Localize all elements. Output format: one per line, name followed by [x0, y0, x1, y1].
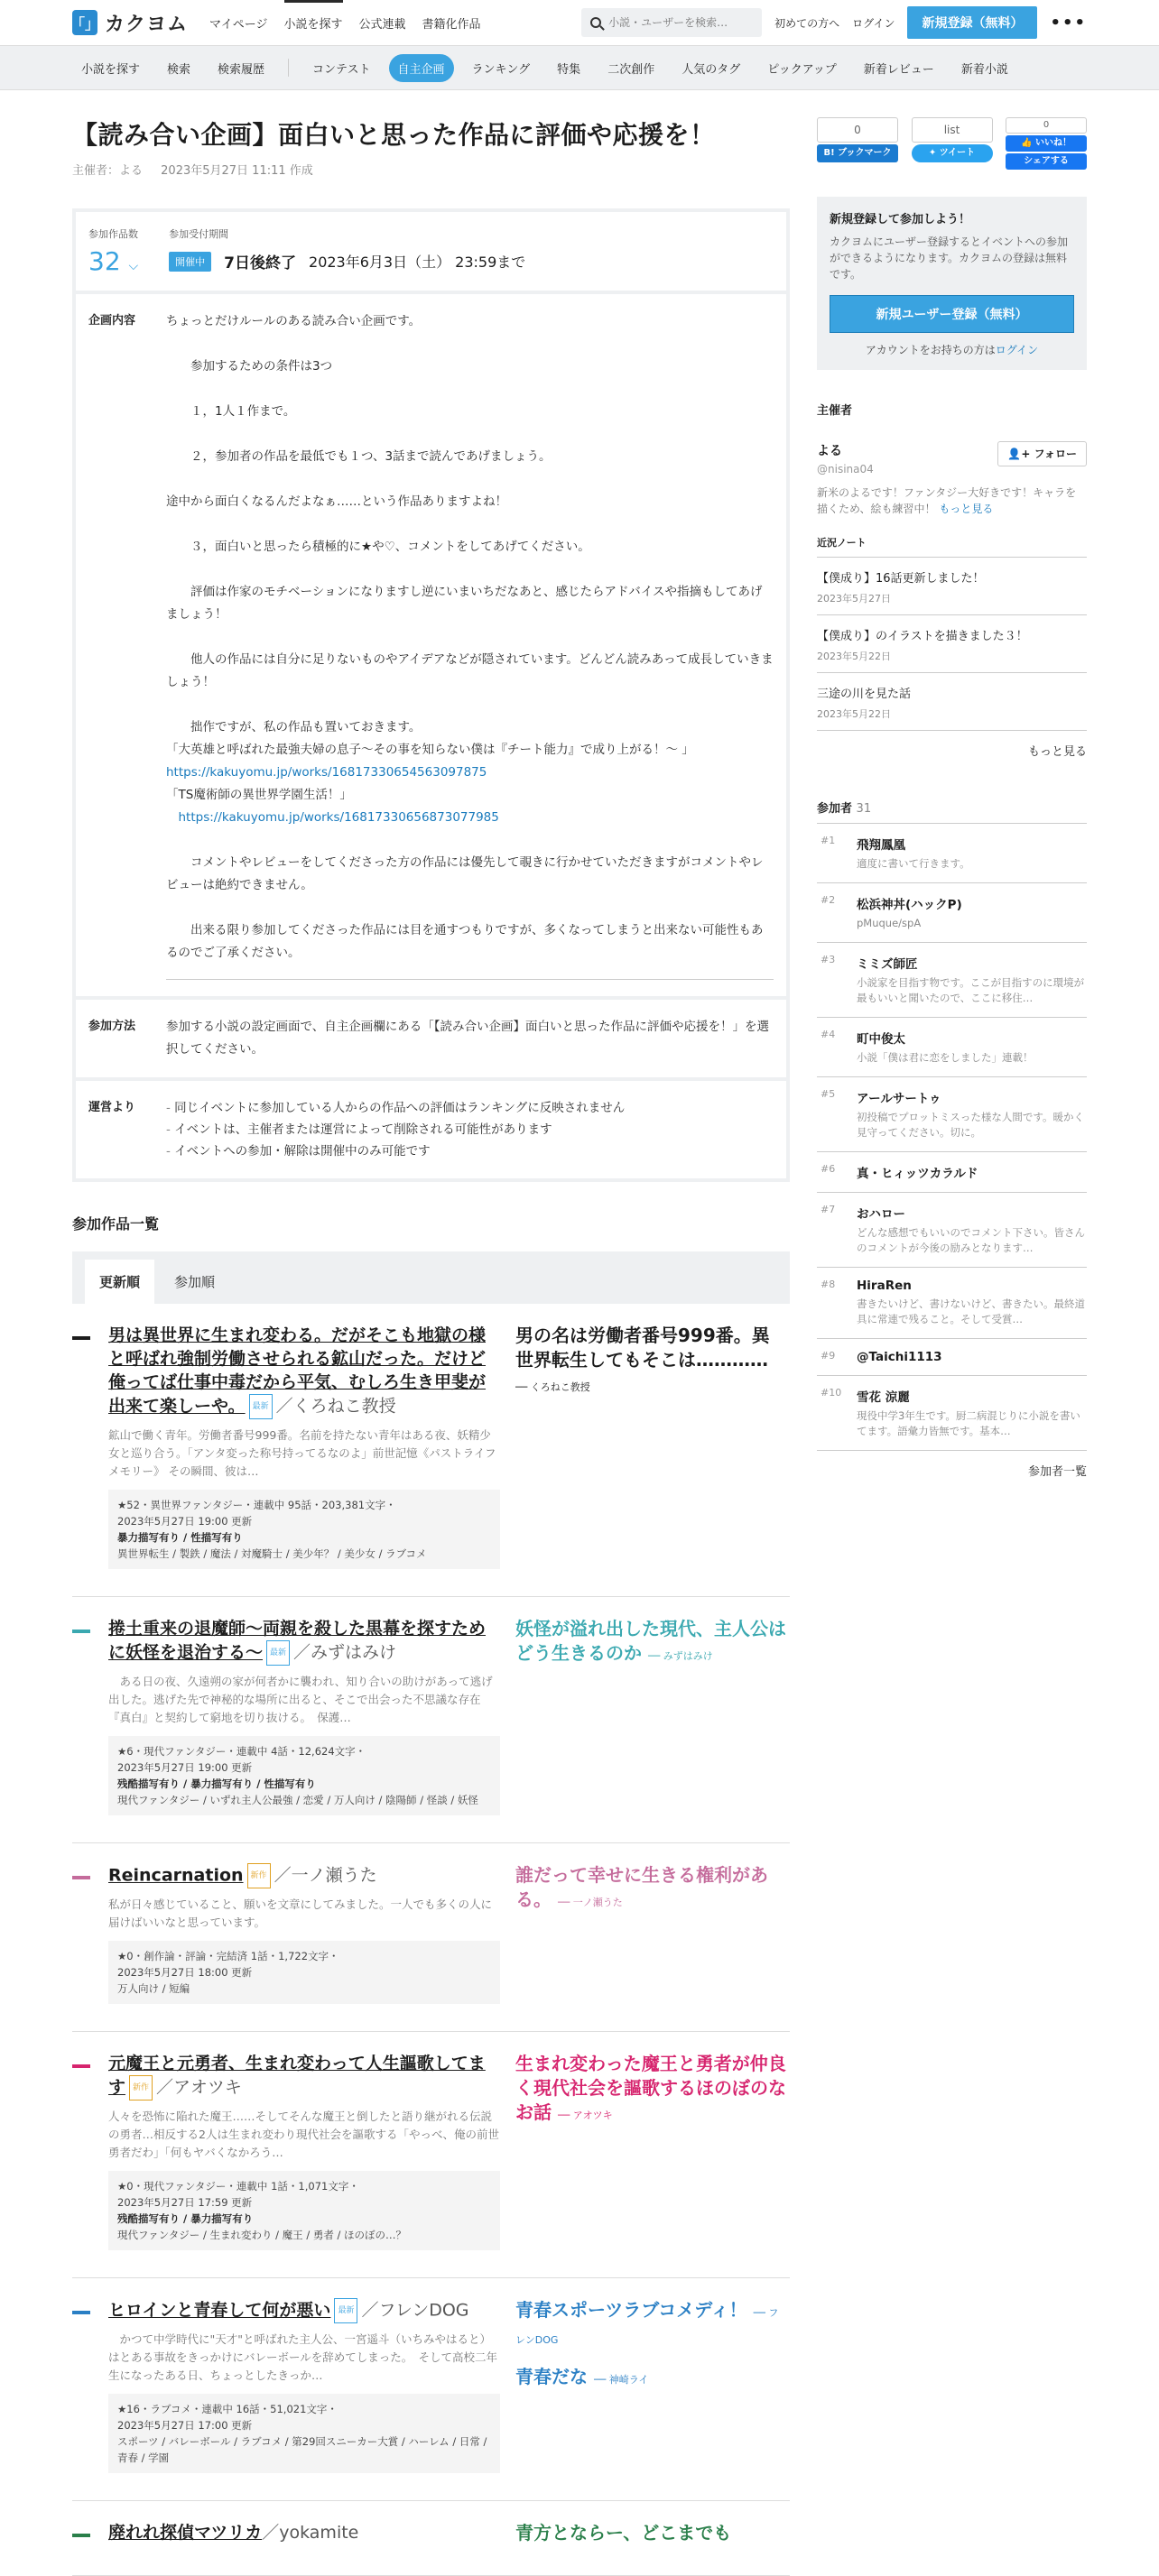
status-badge: 開催中 — [169, 252, 211, 272]
work-warnings: 残酷描写有り / 暴力描写有り — [117, 2212, 254, 2225]
works-section-title: 参加作品一覧 — [72, 1215, 160, 1233]
content-line — [166, 423, 774, 446]
work-catchphrase: 妖怪が溢れ出した現代、主人公はどう生きるのか ── みずはみけ — [515, 1618, 786, 1664]
participant-desc: 小説「僕は君に恋をしました」連載！ — [857, 1051, 1034, 1064]
participant-rank: #8 — [821, 1279, 836, 1290]
content-line — [166, 829, 774, 852]
note-date: 2023年5月22日 — [817, 708, 891, 720]
note-title[interactable]: 【僕成り】16話更新しました！ — [817, 572, 985, 586]
catch-author: ── フレンDOG — [515, 2307, 779, 2346]
work-stats: ★6・現代ファンタジー・連載中 4話・12,624文字・ — [117, 1745, 366, 1758]
work-tags[interactable]: スポーツ / バレーボール / ラブコメ / 第29回スニーカー大賞 / ハーレム / 日常 / 青春 / 学園 — [117, 2435, 487, 2464]
participant-item[interactable] — [817, 1077, 1087, 1152]
work-stats: ★0・現代ファンタジー・連載中 1話・1,071文字・ — [117, 2180, 359, 2193]
share-buttons — [817, 117, 1087, 170]
work-updated: 2023年5月27日 19:00 更新 — [117, 1761, 253, 1774]
deadline: 2023年6月3日（土） 23:59まで — [309, 254, 526, 271]
host-more-link[interactable]: もっと見る — [939, 503, 994, 515]
work-info — [108, 2171, 500, 2250]
work-title[interactable]: 捲土重来の退魔師〜両親を殺した黒幕を探すために妖怪を退治する〜 — [108, 1619, 487, 1663]
participant-rank: #6 — [821, 1163, 836, 1175]
search-icon — [590, 17, 601, 28]
host-heading: 主催者 — [817, 404, 853, 418]
search-bar[interactable] — [581, 8, 762, 37]
method-body: 参加する小説の設定画面で、自主企画欄にある「【読み合い企画】面白いと思った作品に評価や応援を！」を選択してください。 — [166, 1020, 769, 1057]
work-updated: 2023年5月27日 17:59 更新 — [117, 2196, 253, 2209]
participant-desc: 現役中学3年生です。厨二病混じりに小説を書いてます。語彙力皆無です。基本… — [857, 1409, 1080, 1437]
hatena-bookmark-button[interactable]: B! ブックマーク — [817, 144, 898, 162]
content-line: 出来る限り参加してくださった作品には目を通すつもりですが、多くなってしまうと出来ない可能性もあるのでご了承ください。 — [166, 923, 764, 960]
participant-name[interactable]: アールサートゥ — [857, 1092, 941, 1106]
work-title-line — [108, 1617, 500, 1666]
note-date: 2023年5月22日 — [817, 651, 891, 662]
signup-note: アカウントをお持ちの方はログイン — [865, 344, 1039, 356]
signup-title: 新規登録して参加しよう！ — [830, 213, 971, 226]
logo-text: カクヨム — [105, 13, 189, 36]
participant-item[interactable] — [817, 1193, 1087, 1268]
catch-author: ── 一ノ瀬うた — [557, 1897, 623, 1908]
work-description: ある日の夜、久遠朔の家が何者かに襲われ、知り合いの助けがあって逃げ出した。逃げた先で神秘的な場所に出ると、そこで出会った不思議な存在『真白』と契約して窮地を切り抜ける。 保護… — [108, 1675, 493, 1724]
subnav-pickup[interactable]: ピックアップ — [767, 62, 837, 77]
work-item — [72, 2032, 790, 2278]
admin-note: - イベントへの参加・解除は開催中のみ可能です — [166, 1140, 774, 1162]
work-title-line — [108, 1863, 500, 1888]
participants-heading: 参加者 31 — [817, 799, 1087, 824]
notes-more-link[interactable]: もっと見る — [1027, 745, 1087, 759]
catch-author: ── みずはみけ — [647, 1650, 713, 1662]
like-button[interactable]: 👍 いいね！ — [1006, 135, 1087, 152]
admin-row — [76, 1081, 786, 1178]
subnav-divider — [288, 59, 289, 77]
subnav-history[interactable]: 検索履歴 — [218, 62, 265, 77]
host-profile — [817, 441, 1087, 475]
work-title[interactable]: 男は異世界に生まれ変わる。だがそこも地獄の様と呼ばれ強制労働させられる鉱山だった。だけど俺ってば仕事中毒だから平気、むしろ生き甲斐が出来て楽しーや。 — [108, 1325, 487, 1417]
participant-name[interactable]: @Taichi1113 — [857, 1350, 942, 1364]
subnav-tags[interactable]: 人気のタグ — [681, 62, 741, 77]
participant-name[interactable]: 町中俊太 — [857, 1032, 905, 1047]
work-color-bar — [72, 1630, 90, 1633]
admin-notes — [166, 1097, 774, 1162]
participant-desc: pMuque/spA — [857, 917, 922, 929]
work-tag: 最新 — [334, 2298, 357, 2323]
work-tag: 最新 — [266, 1640, 290, 1666]
work-description: 鉱山で働く青年。労働者番号999番。名前を持たない青年はある夜、妖精少女と巡り合う。「アンタ変った称号持ってるなのよ」前世記憶《パストライフメモリー》 その瞬間、彼は… — [108, 1428, 496, 1478]
participants-more-link[interactable]: 参加者一覧 — [1027, 1465, 1087, 1479]
work-author[interactable]: ／フレンDOG — [361, 2300, 469, 2321]
participant-desc: 小説家を目指す物です。ここが目指すのに環境が最もいいと聞いたので、ここに移住… — [857, 976, 1085, 1004]
content-line: 評価は作家のモチベーションになりますし逆にいまいちだなあと、感じたらアドバイスや指摘もしてあげましょう！ — [166, 585, 763, 622]
work-warnings: 暴力描写有り / 性描写有り — [117, 1531, 243, 1544]
work-tags[interactable]: 現代ファンタジー / 生まれ変わり / 魔王 / 勇者 / ほのぼの…？ — [117, 2229, 407, 2241]
work-color-bar — [72, 2534, 90, 2537]
subnav-features[interactable]: 特集 — [557, 62, 581, 77]
participant-desc: 書きたいけど、書けないけど、書きたい。最終道具に常連で残ること。そして受賞… — [857, 1297, 1085, 1325]
participant-item[interactable] — [817, 1018, 1087, 1077]
content-line: １，1人１作まで。 — [166, 404, 296, 419]
work-tags[interactable]: 異世界転生 / 製鉄 / 魔法 / 対魔騎士 / 美少年？ / 美少女 / ラブコメ — [117, 1547, 427, 1560]
participant-item[interactable] — [817, 1339, 1087, 1376]
subnav-fanfic[interactable]: 二次創作 — [607, 62, 655, 77]
participant-name[interactable]: 雪花 涼麗 — [857, 1390, 910, 1405]
count-label: 参加作品数 — [88, 228, 138, 240]
participant-item[interactable] — [817, 1152, 1087, 1193]
work-info — [108, 2394, 500, 2473]
work-stats: ★52・異世界ファンタジー・連載中 95話・203,381文字・ — [117, 1499, 396, 1511]
note-title[interactable]: 【僕成り】のイラストを描きました３！ — [817, 630, 1028, 643]
new-user-signup-button[interactable]: 新規ユーザー登録（無料） — [830, 295, 1074, 333]
work-updated: 2023年5月27日 19:00 更新 — [117, 1515, 253, 1528]
nav-mypage[interactable]: マイページ — [209, 17, 268, 32]
work-item — [72, 2278, 790, 2501]
content-line — [166, 559, 774, 581]
work-review: 青春だな ── 神崎ライ — [515, 2366, 649, 2387]
work-catchphrase: 誰だって幸せに生きる権利がある。 ── 一ノ瀬うた — [515, 1864, 768, 1910]
work-item — [72, 1304, 790, 1597]
participant-desc: どんな感想でもいいのでコメント下さい。皆さんのコメントが今後の励みとなります… — [857, 1226, 1085, 1254]
share-button[interactable]: シェアする — [1006, 153, 1087, 170]
work-tag: 新作 — [129, 2075, 153, 2101]
content-line: 拙作ですが、私の作品も置いておきます。 — [166, 720, 422, 734]
nav-books[interactable]: 書籍化作品 — [422, 17, 481, 32]
work-color-bar — [72, 2064, 90, 2068]
note-item[interactable] — [817, 673, 1087, 731]
note-item[interactable] — [817, 615, 1087, 673]
work-catchphrase: 男の名は労働者番号999番。異世界転生してもそこは………… ── くろねこ教授 — [515, 1325, 770, 1393]
content-line — [166, 333, 774, 355]
participant-rank: #10 — [821, 1387, 842, 1399]
sub-nav — [0, 45, 1159, 90]
participant-name[interactable]: ミミズ師匠 — [857, 957, 918, 972]
logo-mark-icon: 「」 — [72, 10, 97, 35]
content-line — [166, 513, 774, 536]
work-tags[interactable]: 万人向け / 短編 — [117, 1982, 190, 1995]
content-line: ちょっとだけルールのある読み合い企画です。 — [166, 314, 422, 328]
chevron-down-icon: ⌵ — [128, 259, 139, 273]
work-author[interactable]: ／みずはみけ — [293, 1642, 397, 1663]
participant-rank: #9 — [821, 1350, 836, 1362]
top-header — [0, 0, 1159, 45]
like-count: 0 — [1006, 117, 1087, 134]
participant-rank: #3 — [821, 954, 836, 965]
subnav-search[interactable]: 検索 — [167, 62, 191, 77]
add-user-icon: 👤+ — [1007, 448, 1031, 460]
participant-desc: 適度に書いて行きます。 — [857, 857, 970, 870]
work-title-line — [108, 2521, 500, 2544]
nav-search-novels[interactable]: 小説を探す — [284, 0, 343, 46]
work-catchphrase: 生まれ変わった魔王と勇者が仲良く現代社会を謳歌するほのぼのなお話 ── アオツキ — [515, 2053, 786, 2123]
work-item — [72, 1843, 790, 2032]
work-info — [108, 1736, 500, 1815]
host-name[interactable]: よる — [817, 444, 842, 458]
follow-button[interactable]: 👤+ フォロー — [997, 441, 1087, 466]
subnav-events[interactable]: 自主企画 — [389, 54, 454, 82]
participant-item[interactable] — [817, 824, 1087, 883]
work-title[interactable]: ヒロインと青春して何が悪い — [108, 2300, 331, 2321]
work-item — [72, 1597, 790, 1843]
method-label: 参加方法 — [88, 1020, 136, 1033]
work-tag: 最新 — [249, 1394, 273, 1419]
participant-rank: #4 — [821, 1029, 836, 1040]
participant-name[interactable]: 飛翔鳳凰 — [857, 838, 905, 853]
thumbs-up-icon: 👍 — [1021, 138, 1033, 148]
note-item[interactable] — [817, 558, 1087, 615]
host-id: @nisina04 — [817, 463, 874, 475]
participant-item[interactable] — [817, 1268, 1087, 1339]
work-stats: ★0・創作論・評論・完結済 1話・1,722文字・ — [117, 1950, 339, 1962]
work-stats: ★16・ラブコメ・連載中 16話・51,021文字・ — [117, 2403, 338, 2415]
participant-name[interactable]: 松浜神丼(ハックP) — [857, 898, 962, 912]
notes-heading: 近況ノート — [817, 535, 1087, 558]
work-author[interactable]: ／アオツキ — [156, 2077, 242, 2098]
content-body — [166, 310, 774, 980]
work-warnings: 残酷描写有り / 暴力描写有り / 性描写有り — [117, 1777, 316, 1790]
work-title-line — [108, 2052, 500, 2101]
content-line — [166, 626, 774, 649]
work-link-2[interactable]: https://kakuyomu.jp/works/16817330656873077985 — [178, 810, 499, 825]
work-info — [108, 1941, 500, 2004]
content-row — [76, 294, 786, 1000]
signup-button[interactable]: 新規登録（無料） — [907, 6, 1037, 39]
participant-rank: #2 — [821, 894, 836, 906]
content-line: 他人の作品には自分に足りないものやアイデアなどが隠されています。どんどん読みあって成長していきましょう！ — [166, 652, 774, 689]
work-author[interactable]: ／くろねこ教授 — [275, 1396, 396, 1417]
admin-label: 運営より — [88, 1101, 136, 1114]
beginner-link[interactable]: 初めての方へ — [774, 16, 840, 30]
work-catchphrase: 青方とならー、どこまでも — [515, 2522, 732, 2544]
sidebar-login-link[interactable]: ログイン — [995, 344, 1039, 356]
works-tabs — [72, 1251, 790, 1304]
work-title-line — [108, 1324, 500, 1419]
participant-desc: 初投稿でプロットミスった様な人間です。暖かく見守ってください。切に。 — [857, 1111, 1084, 1139]
content-line: 途中から面白くなるんだよなぁ……という作品ありますよね！ — [166, 494, 507, 509]
event-info-box — [72, 208, 790, 1182]
subnav-search-novels[interactable]: 小説を探す — [81, 62, 141, 77]
work-description: かつて中学時代に"天才"と呼ばれた主人公、一宮遥斗（いちみやはると）はとある事故をきっかけにバレーボールを辞めてしまった。 そして高校二年生になったある日、ちょっとしたきっか… — [108, 2332, 498, 2382]
period-label: 参加受付期間 — [169, 228, 229, 240]
content-line — [166, 378, 774, 401]
host-label[interactable]: 主催者：よる — [72, 164, 144, 178]
signup-text: カクヨムにユーザー登録するとイベントへの参加ができるようになります。カクヨムの登録は無料です。 — [830, 235, 1069, 281]
subnav-contest[interactable]: コンテスト — [312, 62, 371, 77]
participant-name[interactable]: HiraRen — [857, 1279, 912, 1293]
sidebar — [817, 90, 1087, 1479]
content-line: 「TS魔術師の異世界学園生活！」 — [166, 788, 352, 802]
content-divider — [166, 979, 774, 980]
participant-item[interactable] — [817, 883, 1087, 943]
catch-author: ── アオツキ — [557, 2110, 613, 2121]
content-line: ２，参加者の作品を最低でも１つ、3話まで読んであげましょう。 — [166, 449, 552, 464]
created-date: 2023年5月27日 11:11 作成 — [161, 164, 313, 178]
content-line: コメントやレビューをしてくださった方の作品には優先して覗きに行かせていただきますがコメントやレビューは絶約できません。 — [166, 855, 764, 892]
participants-list — [817, 824, 1087, 1451]
participant-name[interactable]: 真・ヒィッツカラルド — [857, 1167, 978, 1181]
work-color-bar — [72, 2311, 90, 2314]
top-nav — [209, 0, 481, 46]
work-color-bar — [72, 1876, 90, 1879]
site-logo[interactable] — [72, 9, 188, 37]
tab-joined[interactable]: 参加順 — [174, 1274, 216, 1290]
signup-box — [817, 197, 1087, 370]
content-line: 参加するための条件は3つ — [166, 359, 333, 374]
work-item — [72, 2501, 790, 2576]
admin-note: - 同じイベントに参加している人からの作品への評価はランキングに反映されません — [166, 1097, 774, 1119]
participant-item[interactable] — [817, 943, 1087, 1018]
work-author[interactable]: ／yokamite — [262, 2523, 359, 2543]
work-updated: 2023年5月27日 17:00 更新 — [117, 2419, 253, 2432]
content-label: 企画内容 — [88, 314, 136, 328]
entry-count[interactable]: 32 ⌵ — [88, 246, 139, 276]
work-info — [108, 1490, 500, 1569]
twitter-bird-icon: ✦ — [928, 148, 937, 158]
note-title[interactable]: 三途の川を見た話 — [817, 688, 912, 701]
content-line — [166, 897, 774, 919]
page-title: 【読み合い企画】面白いと思った作品に評価や応援を！ — [72, 120, 716, 150]
tweet-button[interactable]: ✦ ツイート — [912, 144, 993, 162]
remaining-days: 7日後終了 — [224, 254, 297, 272]
work-author[interactable]: ／一ノ瀬うた — [274, 1865, 377, 1886]
method-row — [76, 1000, 786, 1081]
subnav-reviews[interactable]: 新着レビュー — [863, 62, 934, 77]
work-description: 私が日々感じていること、願いを文章にしてみました。一人でも多くの人に届けばいいなと思っています。 — [108, 1897, 493, 1929]
participant-rank: #1 — [821, 835, 836, 846]
participant-name[interactable]: おハロー — [857, 1207, 905, 1222]
work-title-line — [108, 2298, 500, 2323]
event-stats — [76, 212, 786, 294]
content-line: ３，面白いと思ったら積極的に★や♡、コメントをしてあげてください。 — [166, 540, 590, 554]
work-description: 人々を恐怖に陥れた魔王……そしてそんな魔王と倒したと語り継がれる伝説の勇者…相反する2人は生まれ変わり現代社会を謳歌する「やっべ、俺の前世勇者だわ」「何もヤバくなかろう… — [108, 2110, 499, 2159]
catch-author: ── くろねこ教授 — [515, 1381, 590, 1393]
work-title[interactable]: 廃れれ探偵マツリカ — [108, 2523, 263, 2543]
work-title[interactable]: Reincarnation — [108, 1865, 244, 1886]
host-bio: 新米のよるです！ファンタジー大好きです！キャラを描くため、絵も練習中！ もっと見る — [817, 486, 1077, 515]
search-input[interactable] — [608, 16, 744, 29]
main-column — [72, 90, 790, 2576]
review-author: ── 神崎ライ — [593, 2374, 649, 2386]
work-catchphrase: 青春スポーツラブコメディ！ ── フレンDOG — [515, 2299, 779, 2346]
login-link[interactable]: ログイン — [852, 16, 895, 30]
event-meta — [72, 161, 790, 178]
more-menu-icon[interactable]: ••• — [1050, 13, 1087, 32]
work-tag: 新作 — [247, 1863, 271, 1888]
content-line — [166, 694, 774, 716]
admin-note: - イベントは、主催者または運営によって削除される可能性があります — [166, 1119, 774, 1140]
subnav-ranking[interactable]: ランキング — [471, 62, 531, 77]
content-line — [166, 468, 774, 491]
subnav-new-novels[interactable]: 新着小説 — [960, 62, 1008, 77]
work-updated: 2023年5月27日 18:00 更新 — [117, 1966, 253, 1979]
nav-official[interactable]: 公式連載 — [358, 17, 406, 32]
participant-rank: #7 — [821, 1204, 836, 1215]
bookmark-count: 0 — [817, 117, 898, 143]
work-color-bar — [72, 1336, 90, 1340]
works-list — [72, 1304, 790, 2576]
work-link-1[interactable]: https://kakuyomu.jp/works/16817330654563097875 — [166, 765, 487, 780]
tab-updated[interactable]: 更新順 — [85, 1260, 154, 1304]
work-tags[interactable]: 現代ファンタジー / いずれ主人公最強 / 恋愛 / 万人向け / 陰陽師 / 怪談 / 妖怪 — [117, 1794, 478, 1806]
content-line: 「大英雄と呼ばれた最強夫婦の息子～その事を知らない僕は『チート能力』で成り上がる！～ 」 — [166, 743, 694, 757]
note-date: 2023年5月27日 — [817, 593, 891, 605]
participant-item[interactable] — [817, 1376, 1087, 1451]
participant-rank: #5 — [821, 1088, 836, 1100]
work-title[interactable]: 元魔王と元勇者、生まれ変わって人生謳歌してます — [108, 2054, 486, 2098]
tweet-count: list — [912, 117, 993, 143]
